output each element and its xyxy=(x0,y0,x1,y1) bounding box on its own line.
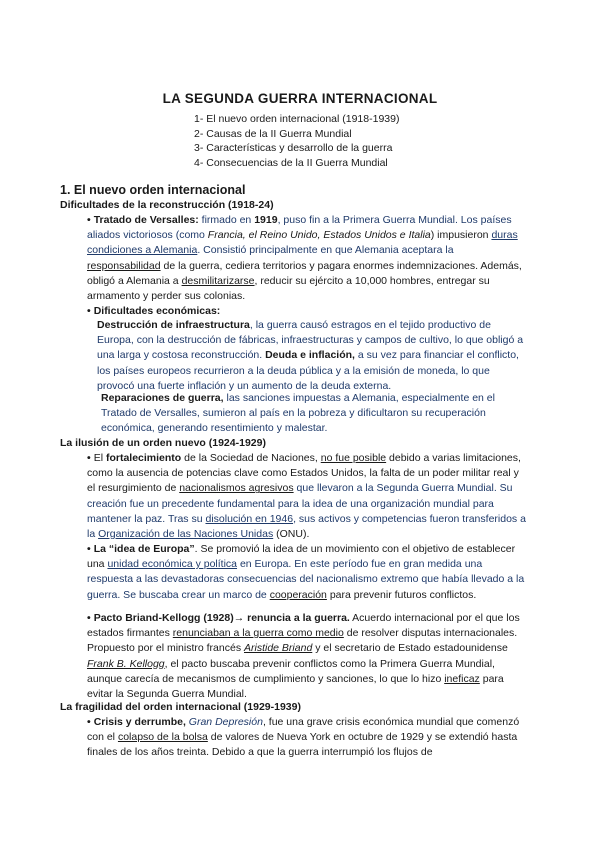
text: de la Sociedad de Naciones, xyxy=(181,452,321,464)
paragraph-briand-kellogg xyxy=(87,611,527,702)
text: Pacto Briand-Kellogg (1928)→ renuncia a la guerra. xyxy=(93,612,350,624)
text: responsabilidad xyxy=(87,259,161,272)
text: Aristide Briand xyxy=(244,642,313,655)
text: La “idea de Europa” xyxy=(93,543,195,555)
text: El xyxy=(93,452,106,464)
text: (ONU). xyxy=(273,528,310,541)
document-title: LA SEGUNDA GUERRA INTERNACIONAL xyxy=(162,91,438,106)
text: Frank B. Kellogg xyxy=(87,657,165,670)
paragraph-reparations xyxy=(101,391,529,437)
toc-item: 3- Características y desarrollo de la guerra xyxy=(194,142,393,154)
paragraph-economic-label xyxy=(87,304,527,319)
bullet-icon: • xyxy=(87,305,91,317)
subsection-heading-reconstruction: Dificultades de la reconstrucción (1918-24) xyxy=(60,199,274,211)
text: , reducir su ejército a 10,000 hombres, entregar su armamento y perder sus colonias. xyxy=(87,274,490,303)
text: Reparaciones de guerra, xyxy=(101,392,224,404)
text: no fue posible xyxy=(320,452,387,464)
text: disolución en 1946 xyxy=(205,512,294,525)
text: ) impusieron xyxy=(430,229,492,242)
text: de valores de Nueva York en octubre de 1929 y se extendió hasta finales de los años treinta. Debido a que la guerra interrumpió los flujos de xyxy=(87,731,518,759)
text: Organización de las Naciones Unidas xyxy=(98,528,274,541)
economic-label: Dificultades económicas: xyxy=(93,305,221,317)
text: unidad económica y política xyxy=(107,558,238,571)
text: colapso de la bolsa xyxy=(117,731,208,744)
text: cooperación xyxy=(269,588,327,601)
text: . Consistió principalmente en que Alemania aceptara la xyxy=(197,244,454,257)
versalles-label: Tratado de Versalles: xyxy=(93,214,199,226)
section-heading: 1. El nuevo orden internacional xyxy=(60,183,246,197)
toc-item: 1- El nuevo orden internacional (1918-1939) xyxy=(194,113,400,125)
text: ineficaz xyxy=(444,672,480,685)
bullet-icon: • xyxy=(87,452,91,464)
text: renunciaban a la guerra como medio xyxy=(172,627,344,640)
text: que llevaron a la Segunda Guerra Mundial. Su creación fue un precedente fundamental para la idea de una organización mundial para mantener la paz. Tras su xyxy=(87,482,513,525)
text: , el pacto buscaba prevenir conflictos como la Primera Guerra Mundial, aunque carecía de mecanismos de cumplimiento y sanciones, lo que lo hizo xyxy=(87,657,495,685)
text: debido a varias limitaciones, como la ausencia de potencias clave como Estados Unidos, la falta de un poder militar real y el resurgimiento de xyxy=(87,452,521,495)
subsection-heading-illusion: La ilusión de un orden nuevo (1924-1929) xyxy=(60,437,266,449)
text: y el secretario de Estado estadounidense xyxy=(312,642,508,655)
bullet-icon: • xyxy=(87,543,91,555)
text: a su vez para financiar el conflicto, los países europeos recurrieron a la deuda pública y a la emisión de moneda, lo que provocó una fuerte inflación y un aumento de la deuda externa. xyxy=(97,349,519,392)
text: en Europa. En este período fue en gran medida una respuesta a las devastadoras consecuencias del nacionalismo extremo que había llevado a la guerra. Se buscaba crear un marco de xyxy=(87,558,525,601)
text: , puso fin a la Primera Guerra Mundial. Los países aliados victoriosos (como xyxy=(87,214,512,242)
bullet-icon: • xyxy=(87,716,91,728)
text: para evitar la Segunda Guerra Mundial. xyxy=(87,672,504,701)
text: las sanciones impuestas a Alemania, especialmente en el Tratado de Versalles, sumieron al país en la pobreza y dificultaron su recuperación económica, generando resentimiento y malestar. xyxy=(101,392,495,435)
text: Crisis y derrumbe, xyxy=(93,716,186,728)
text: firmado en xyxy=(198,214,255,226)
table-of-contents xyxy=(194,112,399,170)
text: 1919 xyxy=(254,214,278,226)
subsection-heading-fragility: La fragilidad del orden internacional (1929-1939) xyxy=(60,701,301,713)
text: , sus activos y competencias fueron transferidos a la xyxy=(87,512,526,541)
text: Francia, el Reino Unido, Estados Unidos e Italia xyxy=(207,229,431,242)
paragraph-economic xyxy=(97,318,529,394)
bullet-icon: • xyxy=(87,214,91,226)
paragraph-versalles xyxy=(87,213,527,304)
text: desmilitarizarse xyxy=(181,274,255,287)
text: Deuda e inflación, xyxy=(265,349,355,362)
text: de la guerra, cediera territorios y pagara enormes indemnizaciones. Además, obligó a Alemania a xyxy=(87,259,522,287)
paragraph-crisis xyxy=(87,715,527,761)
text: para prevenir futuros conflictos. xyxy=(326,588,477,601)
text: fortalecimiento xyxy=(105,452,182,464)
text: Gran Depresión xyxy=(185,716,263,728)
text: Destrucción de infraestructura xyxy=(97,319,250,331)
text: Acuerdo internacional por el que los estados firmantes xyxy=(87,612,520,640)
text: , fue una grave crisis económica mundial que comenzó con el xyxy=(87,716,520,744)
toc-item: 4- Consecuencias de la II Guerra Mundial xyxy=(194,156,388,169)
text: de resolver disputas internacionales. Propuesto por el ministro francés xyxy=(87,627,518,655)
text: , la guerra causó estragos en el tejido productivo de Europa, con la destrucción de fábricas, infraestructuras y campos de cultivo, lo que obligó a una larga y costosa reconstrucción. xyxy=(97,319,524,362)
paragraph-league-of-nations xyxy=(87,451,527,542)
text: nacionalismos agresivos xyxy=(179,482,294,495)
text: duras condiciones a Alemania xyxy=(87,229,518,257)
text: . Se promovió la idea de un movimiento con el objetivo de establecer una xyxy=(87,543,516,571)
toc-item: 2- Causas de la II Guerra Mundial xyxy=(194,127,352,140)
paragraph-idea-of-europe xyxy=(87,542,527,603)
bullet-icon: • xyxy=(87,612,91,624)
